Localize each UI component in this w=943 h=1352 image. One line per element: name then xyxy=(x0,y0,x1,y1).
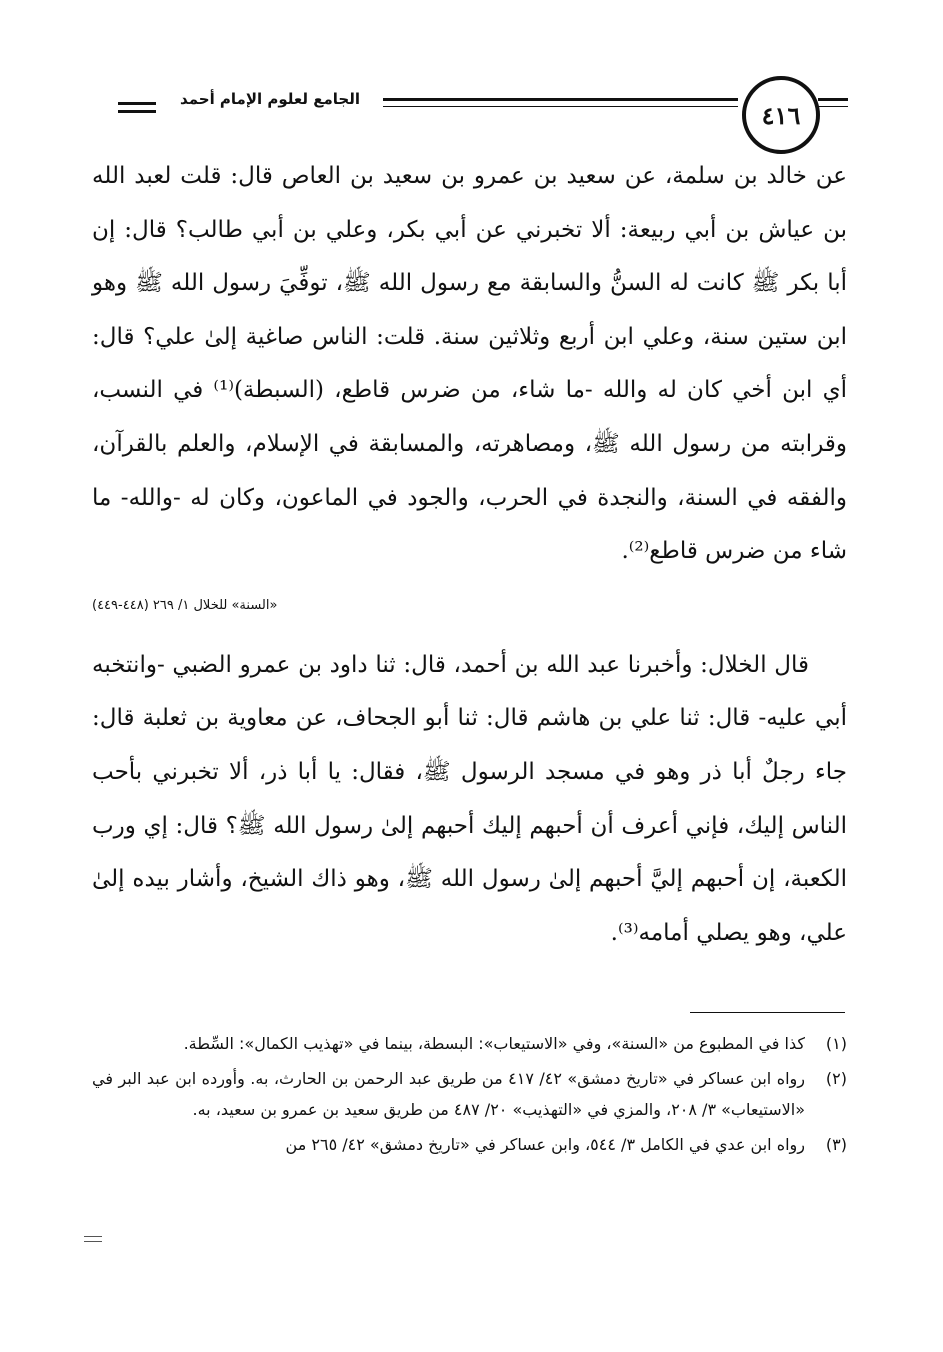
source-note-text: «السنة» للخلال ١/ ٢٦٩ (٤٤٨-٤٤٩) xyxy=(92,598,278,613)
footnote-text: رواه ابن عساكر في «تاريخ دمشق» ٤٢/ ٤١٧ من طريق عبد الرحمن بن الحارث، به. وأورده ابن عبد البر في «الاستيعاب» ٣/ ٢٠٨، والمزي في «التهذيب» ٢٠/ ٤٨٧ من طريق سعيد بن عمرو بن سعيد، به. xyxy=(92,1069,805,1119)
footnote-text: كذا في المطبوع من «السنة»، وفي «الاستيعاب»: البسطة، بينما في «تهذيب الكمال»: السِّطة. xyxy=(183,1034,805,1053)
footnote-number: (١) xyxy=(825,1034,847,1053)
source-note xyxy=(92,598,412,613)
footnote-number: (٣) xyxy=(825,1135,847,1154)
footnote-number: (٢) xyxy=(825,1069,847,1088)
footnotes xyxy=(92,1028,847,1164)
continuation-mark xyxy=(84,1236,102,1246)
footnote-separator xyxy=(690,1012,845,1013)
page-header xyxy=(0,60,943,150)
footnote-text: رواه ابن عدي في الكامل ٣/ ٥٤٤، وابن عساكر في «تاريخ دمشق» ٤٢/ ٢٦٥ من xyxy=(285,1135,805,1154)
footnote-3 xyxy=(92,1129,847,1160)
header-rule-middle-top xyxy=(383,98,738,101)
header-rule-right-top xyxy=(818,98,848,101)
running-title: الجامع لعلوم الإمام أحمد xyxy=(180,90,360,108)
footnote-1 xyxy=(92,1028,847,1059)
footnote-2 xyxy=(92,1063,847,1125)
paragraph-2: قال الخلال: وأخبرنا عبد الله بن أحمد، قال: ثنا داود بن عمرو الضبي -وانتخبه أبي عليه- قال: ثنا علي بن هاشم قال: ثنا أبو الجحاف، عن معاوية بن ثعلبة قال: جاء رجلٌ أبا ذر وهو في مسجد الرسول ﷺ، فقال: يا أبا ذر، ألا تخبرني بأحب الناس إليك، فإني أعرف أن أحبهم إليك أحبهم إلىٰ رسول الله ﷺ؟ قال: إي ورب الكعبة، إن أحبهم إليَّ أحبهم إلىٰ رسول الله ﷺ، وهو ذاك الشيخ، وأشار بيده إلىٰ علي، وهو يصلي أمامه⁽³⁾. xyxy=(92,651,847,946)
main-text xyxy=(92,150,847,960)
header-rule-left-bottom xyxy=(118,110,156,113)
page-number: ٤١٦ xyxy=(742,76,820,154)
paragraph-1: عن خالد بن سلمة، عن سعيد بن عمرو بن سعيد بن العاص قال: قلت لعبد الله بن عياش بن أبي ربيعة: ألا تخبرني عن أبي بكر، وعلي بن أبي طالب؟ قال: إن أبا بكر ﷺ كانت له السنُّ والسابقة مع رسول الله ﷺ، توفِّيَ رسول الله ﷺ وهو ابن ستين سنة، وعلي ابن أربع وثلاثين سنة. قلت: الناس صاغية إلىٰ علي؟ قال: أي ابن أخي كان له والله -ما شاء، من ضرس قاطع، (السبطة)⁽¹⁾ في النسب، وقرابته من رسول الله ﷺ، ومصاهرته، والمسابقة في الإسلام، والعلم بالقرآن، والفقه في السنة، والنجدة في الحرب، والجود في الماعون، وكان له -والله- ما شاء من ضرس قاطع⁽²⁾. xyxy=(92,163,847,565)
header-rule-middle-bottom xyxy=(383,106,738,107)
header-rule-right-bottom xyxy=(818,106,848,107)
header-rule-left-top xyxy=(118,102,156,105)
